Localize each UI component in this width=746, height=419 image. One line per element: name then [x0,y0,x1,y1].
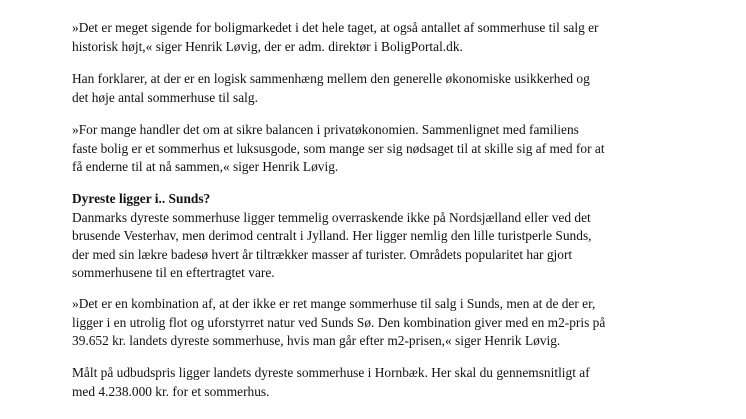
paragraph-hornbaek [72,364,692,401]
paragraph-forklaring [72,70,692,107]
text-line: 39.652 kr. landets dyreste sommerhuse, hvis man går efter m2-prisen,« siger Henrik Løvig. [72,333,561,349]
quote-paragraph-boligmarked [72,19,692,56]
text-line: »For mange handler det om at sikre balancen i privatøkonomien. Sammenlignet med familiens [72,122,579,137]
text-line: ligger i en utrolig flot og uforstyrret natur ved Sunds Sø. Den kombination giver med en m2-pris på [72,314,606,330]
text-line: få enderne til at nå sammen,« siger Henrik Løvig. [72,159,339,175]
text-line: Målt på udbudspris ligger landets dyreste sommerhuse i Hornbæk. Her skal du gennemsnitligt af [72,365,590,380]
text-line: Danmarks dyreste sommerhuse ligger temmelig overraskende ikke på Nordsjælland eller ved det [72,209,591,225]
section-sunds [72,190,692,283]
text-line: det høje antal sommerhuse til salg. [72,89,258,105]
quote-paragraph-kombination [72,295,692,351]
text-line: sommerhusene til en eftertragtet vare. [72,265,275,281]
text-line: faste bolig er et sommerhus et luksusgode, som mange ser sig nødsaget til at skille sig af med for at [72,140,605,156]
text-line: »Det er meget sigende for boligmarkedet i det hele taget, at også antallet af sommerhuse til salg er [72,20,599,35]
quote-paragraph-privatokonomi [72,121,692,177]
text-line: »Det er en kombination af, at der ikke er ret mange sommerhuse til salg i Sunds, men at de der er, [72,296,596,311]
text-line: med 4.238.000 kr. for et sommerhus. [72,383,270,399]
section-heading: Dyreste ligger i.. Sunds? [72,191,211,206]
text-line: Han forklarer, at der er en logisk sammenhæng mellem den generelle økonomiske usikkerhed og [72,71,590,86]
text-line: der med sin lækre badesø hvert år tiltrækker masser af turister. Områdets popularitet har gjort [72,246,573,262]
text-line: historisk højt,« siger Henrik Løvig, der er adm. direktør i BoligPortal.dk. [72,38,463,54]
text-line: brusende Vesterhav, men derimod centralt i Jylland. Her ligger nemlig den lille turistperle Sunds, [72,228,592,244]
